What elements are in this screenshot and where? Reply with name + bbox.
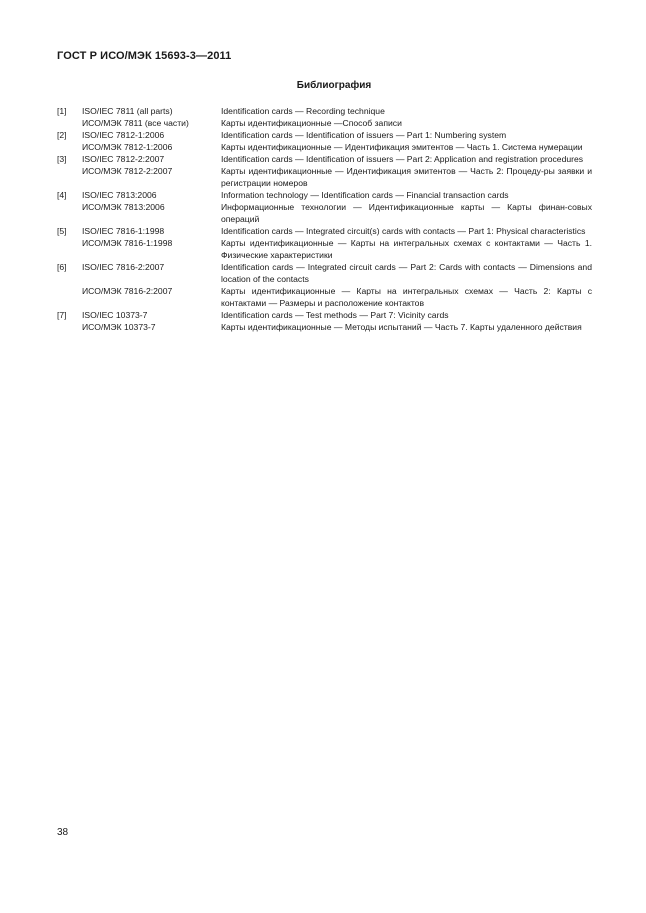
page-number: 38	[57, 827, 69, 838]
bibliography-entry	[57, 261, 592, 309]
entry-number: [7]	[57, 310, 67, 320]
standard-title: Information technology — Identification cards — Financial transaction cards	[221, 190, 509, 200]
bibliography-entry	[57, 309, 592, 333]
entry-number: [2]	[57, 130, 67, 140]
bibliography-entry	[57, 153, 592, 189]
standard-title: Карты идентификационные — Идентификация эмитентов — Часть 1. Система нумерации	[221, 142, 583, 152]
standard-title: Identification cards — Identification of issuers — Part 1: Numbering system	[221, 130, 507, 140]
standard-title: Карты идентификационные — Карты на интегральных схемах с контактами — Часть 1. Физические характеристики	[221, 238, 592, 260]
entry-number: [6]	[57, 262, 67, 272]
standard-code: ИСО/МЭК 7812-1:2006	[82, 142, 173, 152]
section-title: Библиография	[296, 80, 372, 91]
standard-code: ISO/IEC 7813:2006	[82, 190, 157, 200]
bibliography-entry	[57, 189, 592, 225]
standard-title: Информационные технологии — Идентификационные карты — Карты финан-совых операций	[221, 202, 592, 224]
standard-title: Identification cards — Integrated circuit cards — Part 2: Cards with contacts — Dimensions and location of the contacts	[221, 262, 592, 284]
standard-id-header: ГОСТ Р ИСО/МЭК 15693-3—2011	[57, 50, 232, 62]
entry-number: [1]	[57, 106, 67, 116]
bibliography-entry	[57, 105, 592, 129]
standard-code: ISO/IEC 7812-1:2006	[82, 130, 165, 140]
standard-code: ИСО/МЭК 7816-1:1998	[82, 238, 173, 248]
standard-title: Identification cards — Recording technique	[221, 106, 385, 116]
bibliography-entry	[57, 129, 592, 153]
standard-title: Карты идентификационные —Способ записи	[221, 118, 402, 128]
standard-code: ИСО/МЭК 7816-2:2007	[82, 286, 173, 296]
standard-code: ISO/IEC 7816-1:1998	[82, 226, 165, 236]
standard-title: Identification cards — Identification of issuers — Part 2: Application and registration procedures	[221, 154, 584, 164]
standard-title: Карты идентификационные — Методы испытаний — Часть 7. Карты удаленного действия	[221, 322, 582, 332]
standard-title: Identification cards — Test methods — Part 7: Vicinity cards	[221, 310, 449, 320]
bibliography-entry	[57, 225, 592, 261]
entry-number: [4]	[57, 190, 67, 200]
standard-code: ИСО/МЭК 7812-2:2007	[82, 166, 173, 176]
standard-code: ISO/IEC 7812-2:2007	[82, 154, 165, 164]
standard-code: ИСО/МЭК 7813:2006	[82, 202, 165, 212]
standard-code: ИСО/МЭК 10373-7	[82, 322, 156, 332]
standard-code: ISO/IEC 7816-2:2007	[82, 262, 165, 272]
entry-number: [5]	[57, 226, 67, 236]
standard-code: ИСО/МЭК 7811 (все части)	[82, 118, 189, 128]
bibliography-list	[57, 105, 592, 333]
entry-number: [3]	[57, 154, 67, 164]
standard-title: Карты идентификационные — Идентификация эмитентов — Часть 2: Процеду-ры заявки и регистрации номеров	[221, 166, 592, 188]
standard-title: Карты идентификационные — Карты на интегральных схемах — Часть 2: Карты с контактами — Размеры и расположение контактов	[221, 286, 592, 308]
standard-title: Identification cards — Integrated circuit(s) cards with contacts — Part 1: Physical characteristics	[221, 226, 586, 236]
standard-code: ISO/IEC 7811 (all parts)	[82, 106, 173, 116]
standard-code: ISO/IEC 10373-7	[82, 310, 148, 320]
